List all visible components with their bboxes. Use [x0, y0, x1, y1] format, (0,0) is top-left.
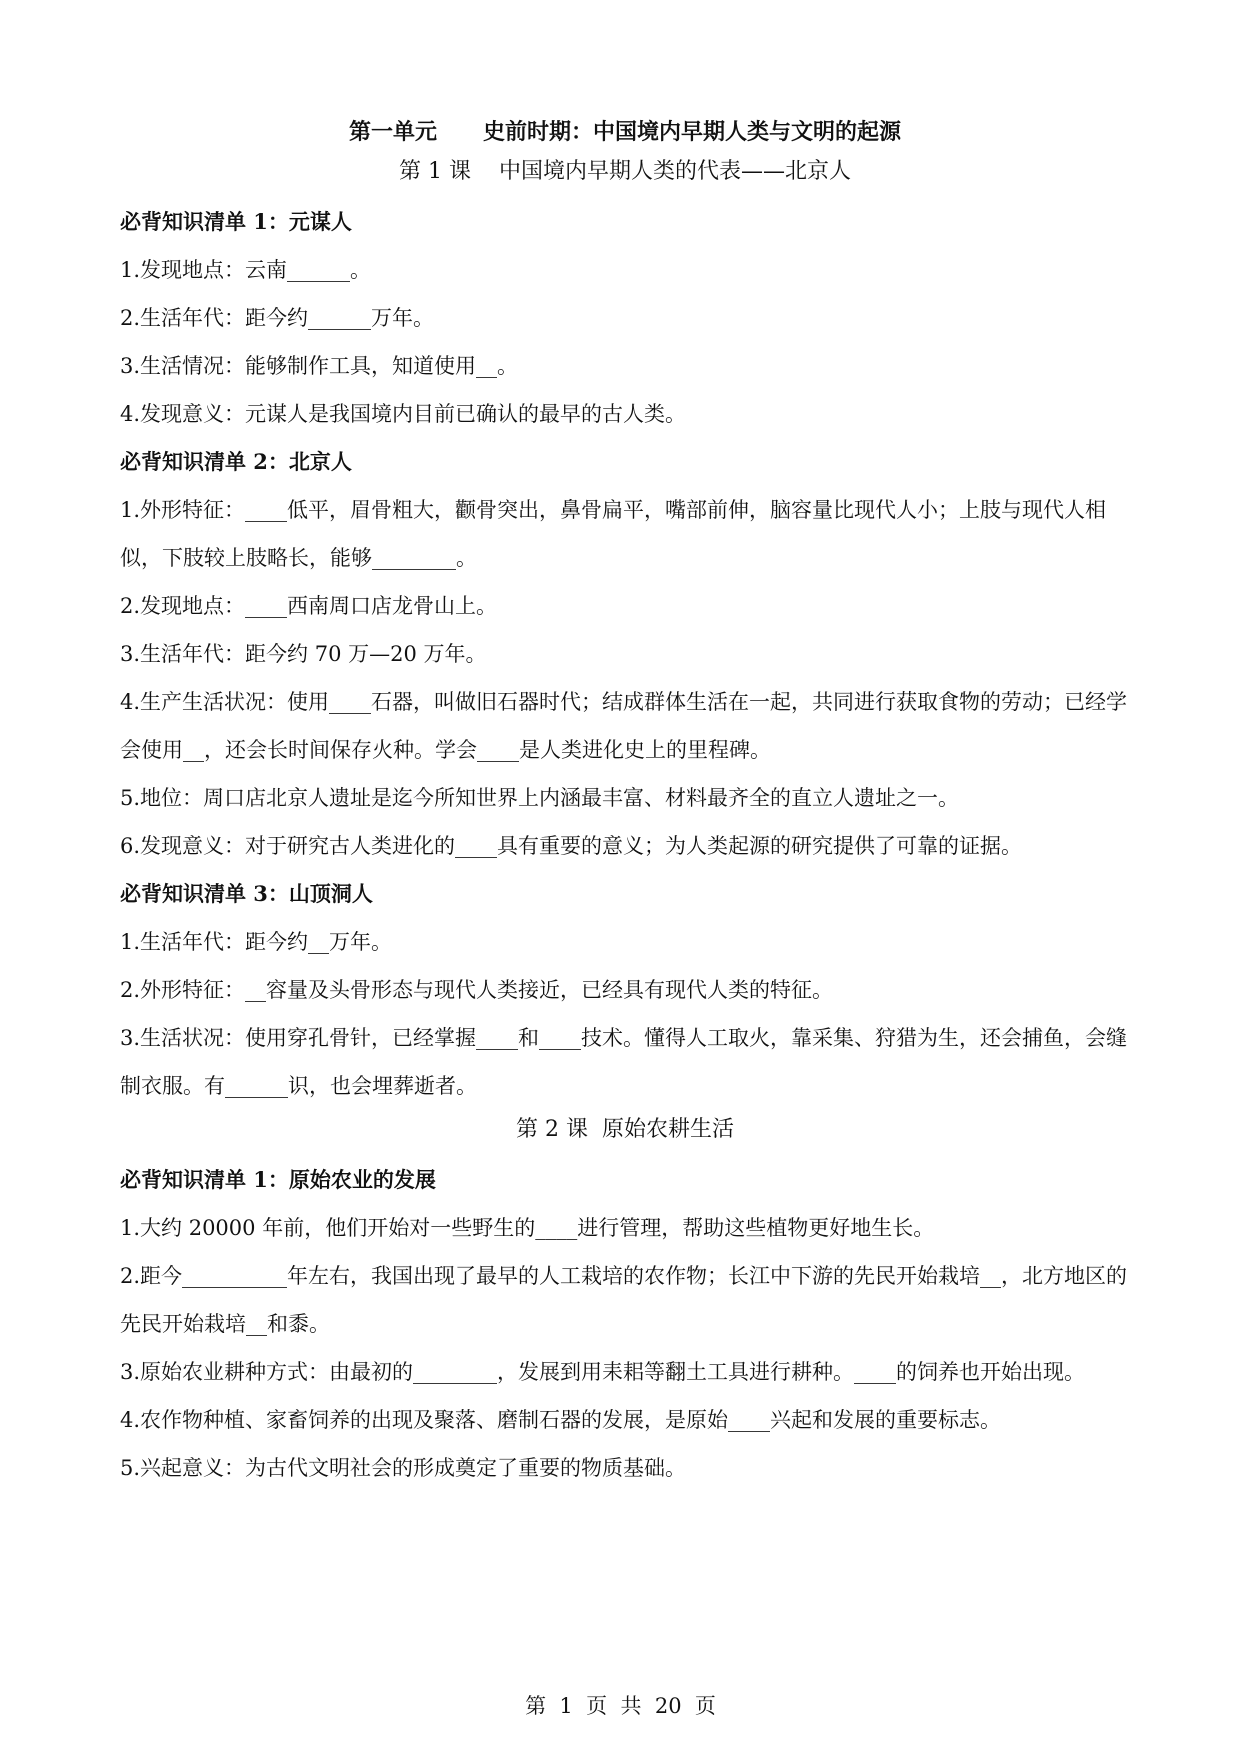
list-item: 2.距今__________年左右，我国出现了最早的人工栽培的农作物；长江中下游的先民开始栽培__，北方地区的先民开始栽培__和黍。 — [120, 1264, 1128, 1336]
section-agriculture-heading: 必背知识清单 1：原始农业的发展 — [120, 1167, 436, 1192]
list-item: 1.发现地点：云南______。 — [120, 258, 372, 282]
list-item: 4.生产生活状况：使用____石器，叫做旧石器时代；结成群体生活在一起，共同进行获取食物的劳动；已经学会使用__，还会长时间保存火种。学会____是人类进化史上的里程碑。 — [120, 690, 1128, 762]
list-item: 5.兴起意义：为古代文明社会的形成奠定了重要的物质基础。 — [120, 1456, 687, 1480]
list-item: 3.生活状况：使用穿孔骨针，已经掌握____和____技术。懂得人工取火，靠采集、狩猎为生，还会捕鱼，会缝制衣服。有______识，也会埋葬逝者。 — [120, 1026, 1128, 1098]
list-item: 1.生活年代：距今约__万年。 — [120, 930, 393, 954]
list-item: 4.发现意义：元谋人是我国境内目前已确认的最早的古人类。 — [120, 402, 687, 426]
lesson-1-title: 第 1 课 中国境内早期人类的代表——北京人 — [399, 159, 851, 184]
list-item: 2.发现地点：____西南周口店龙骨山上。 — [120, 594, 498, 618]
list-item: 1.大约 20000 年前，他们开始对一些野生的____进行管理，帮助这些植物更好地生长。 — [120, 1216, 935, 1240]
list-item: 2.生活年代：距今约______万年。 — [120, 306, 435, 330]
section-upper-cave-man-heading: 必背知识清单 3：山顶洞人 — [120, 881, 373, 906]
list-item: 3.原始农业耕种方式：由最初的________，发展到用耒耜等翻土工具进行耕种。____的饲养也开始出现。 — [120, 1360, 1086, 1384]
list-item: 4.农作物种植、家畜饲养的出现及聚落、磨制石器的发展，是原始____兴起和发展的重要标志。 — [120, 1408, 1002, 1432]
list-item: 1.外形特征：____低平，眉骨粗大，颧骨突出，鼻骨扁平，嘴部前伸，脑容量比现代人小；上肢与现代人相似，下肢较上肢略长，能够________。 — [120, 498, 1107, 570]
section-yuanmou-heading: 必背知识清单 1：元谋人 — [120, 209, 352, 234]
page-number-footer: 第 1 页 共 20 页 — [525, 1694, 716, 1718]
page-content — [120, 112, 1130, 1492]
list-item: 5.地位：周口店北京人遗址是迄今所知世界上内涵最丰富、材料最齐全的直立人遗址之一。 — [120, 786, 960, 810]
list-item: 3.生活年代：距今约 70 万—20 万年。 — [120, 642, 487, 666]
list-item: 2.外形特征：__容量及头骨形态与现代人类接近，已经具有现代人类的特征。 — [120, 978, 834, 1002]
unit-title: 第一单元 史前时期：中国境内早期人类与文明的起源 — [349, 119, 901, 145]
lesson-2-title: 第 2 课 原始农耕生活 — [516, 1117, 734, 1142]
list-item: 6.发现意义：对于研究古人类进化的____具有重要的意义；为人类起源的研究提供了可靠的证据。 — [120, 834, 1023, 858]
section-beijing-man-heading: 必背知识清单 2：北京人 — [120, 449, 352, 474]
list-item: 3.生活情况：能够制作工具，知道使用__。 — [120, 354, 519, 378]
